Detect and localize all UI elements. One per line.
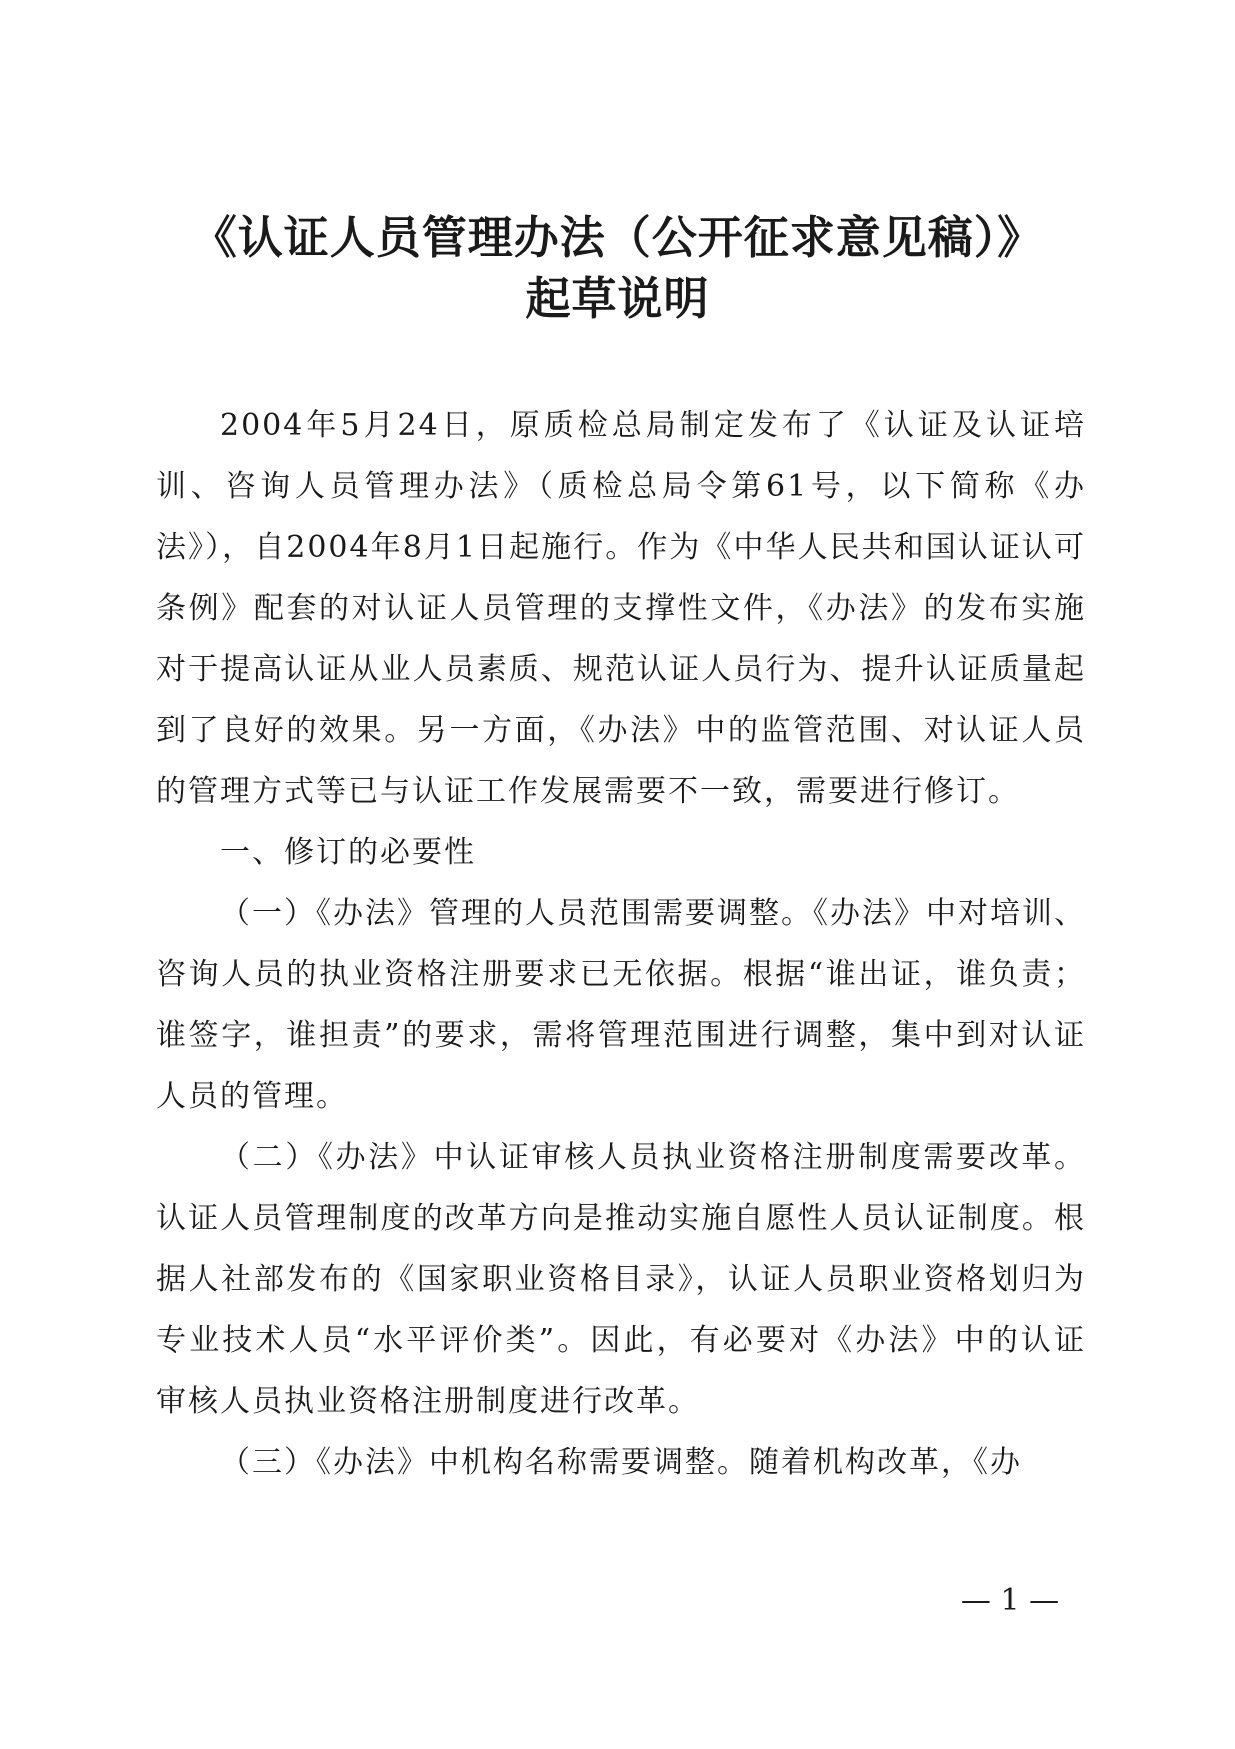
paragraph-item-3: （三）《办法》中机构名称需要调整。随着机构改革，《办 [220, 1445, 1022, 1480]
paragraph-item-2: （二）《办法》中认证审核人员执业资格注册制度需要改革。认证人员管理制度的改革方向是推动实施自愿性人员认证制度。根据人社部发布的《国家职业资格目录》，认证人员职业资格划归为专业技术人员“水平评价类”。因此，有必要对《办法》中的认证审核人员执业资格注册制度进行改革。 [156, 1140, 1086, 1419]
document-body [156, 395, 1086, 1493]
document-subtitle: 起草说明 [525, 272, 710, 325]
document-title: 《认证人员管理办法（公开征求意见稿）》 [191, 211, 1044, 264]
page-number: — 1 — [960, 1583, 1060, 1618]
intro-paragraph: 2004年5月24日，原质检总局制定发布了《认证及认证培训、咨询人员管理办法》（质检总局令第61号，以下简称《办法》），自2004年8月1日起施行。作为《中华人民共和国认证认可条例》配套的对认证人员管理的支撑性文件，《办法》的发布实施对于提高认证从业人员素质、规范认证人员行为、提升认证质量起到了良好的效果。另一方面，《办法》中的监管范围、对认证人员的管理方式等已与认证工作发展需要不一致，需要进行修订。 [156, 408, 1086, 809]
section-heading-necessity: 一、修订的必要性 [220, 835, 476, 870]
paragraph-item-1: （一）《办法》管理的人员范围需要调整。《办法》中对培训、咨询人员的执业资格注册要求已无依据。根据“谁出证，谁负责；谁签字，谁担责”的要求，需将管理范围进行调整，集中到对认证人员的管理。 [156, 896, 1086, 1114]
